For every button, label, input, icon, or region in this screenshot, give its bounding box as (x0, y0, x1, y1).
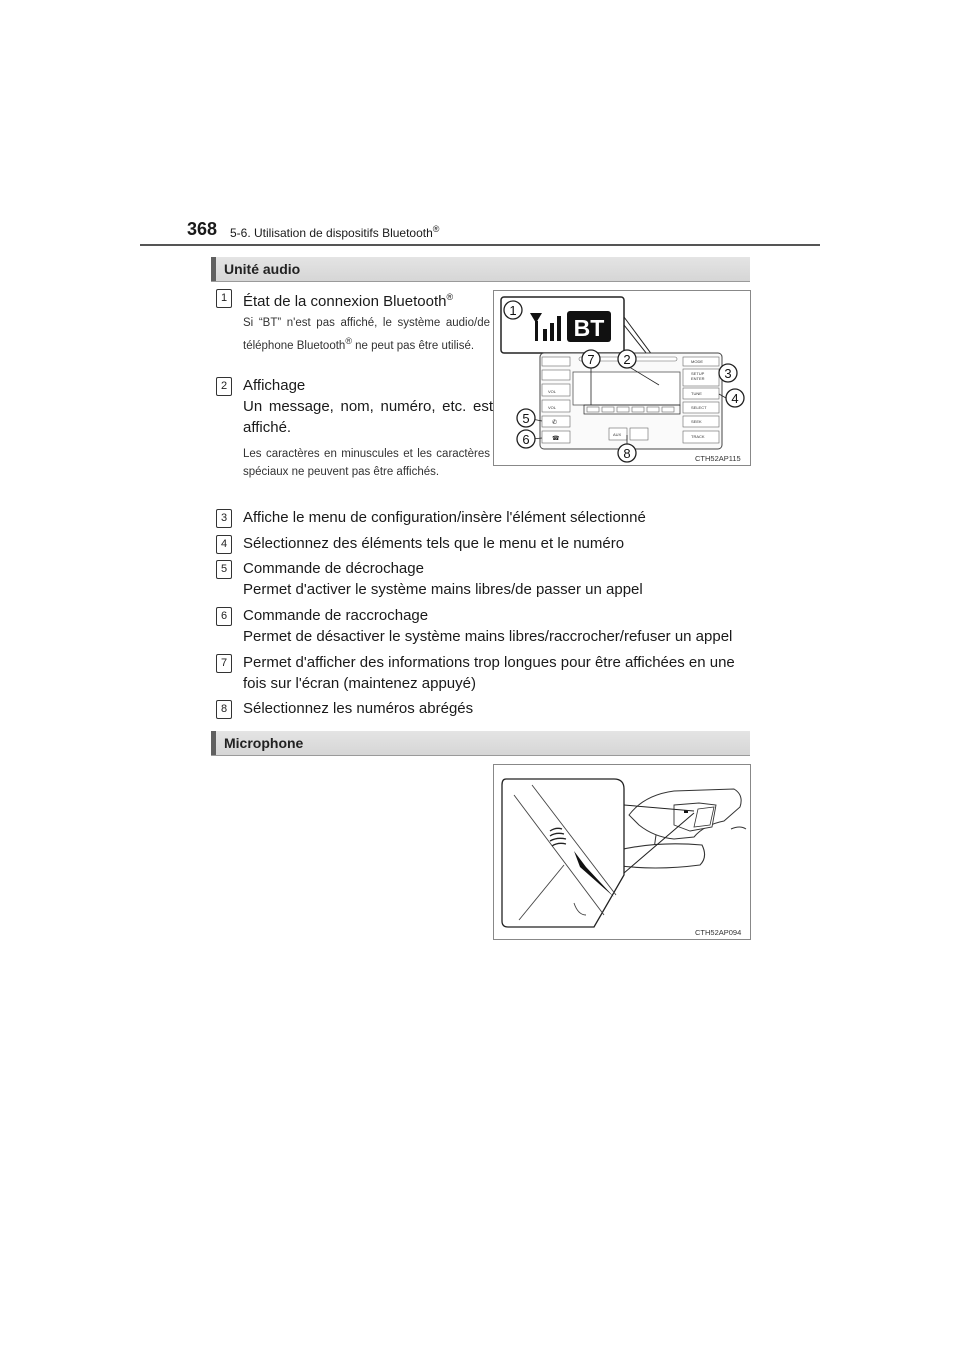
item-number: 1 (216, 289, 232, 308)
svg-text:MODE: MODE (691, 359, 703, 364)
page-number: 368 (187, 219, 218, 239)
item-text: Un message, nom, numéro, etc. est affiché. (243, 398, 493, 436)
item-title: Commande de raccrochage (243, 607, 429, 624)
microphone-illustration (494, 765, 750, 939)
item-number: 4 (216, 535, 232, 554)
figure-code: CTH52AP115 (695, 454, 741, 463)
item-number: 8 (216, 700, 232, 719)
item-note: Les caractères en minuscules et les caractères spéciaux ne peuvent pas être affichés. (243, 448, 490, 478)
svg-text:☎: ☎ (552, 435, 560, 442)
item-number: 3 (216, 509, 232, 528)
audio-unit-illustration (494, 291, 750, 465)
section-heading-microphone: Microphone (211, 731, 750, 756)
svg-text:2: 2 (623, 352, 631, 367)
svg-text:7: 7 (587, 352, 595, 367)
svg-text:SEEK: SEEK (691, 419, 702, 424)
svg-text:ENTER: ENTER (691, 376, 705, 381)
svg-text:4: 4 (731, 391, 739, 406)
section-heading-audio-unit: Unité audio (211, 257, 750, 282)
svg-text:VOL: VOL (548, 389, 557, 394)
item-number: 7 (216, 654, 232, 673)
audio-unit-figure (493, 290, 751, 466)
svg-text:1: 1 (509, 303, 517, 318)
item-title: Affichage (243, 377, 306, 394)
svg-text:3: 3 (724, 366, 732, 381)
svg-text:BT: BT (573, 315, 605, 341)
item-number: 5 (216, 560, 232, 579)
item-note: Si “BT” n'est pas affiché, le système audio/de téléphone Bluetooth® ne peut pas être utilisé. (243, 317, 490, 352)
item-title: Commande de décrochage (243, 560, 424, 577)
microphone-figure (493, 764, 751, 940)
svg-text:SELECT: SELECT (691, 405, 707, 410)
callout-7 (582, 350, 600, 368)
svg-text:AUX: AUX (613, 432, 622, 437)
item-text: Affiche le menu de configuration/insère l'élément sélectionné (243, 509, 646, 526)
phone-hangup-icon (552, 435, 560, 442)
header-rule (140, 244, 820, 246)
item-number: 2 (216, 377, 232, 396)
item-title: État de la connexion Bluetooth® (243, 292, 454, 310)
svg-text:5: 5 (522, 411, 530, 426)
item-text: Permet d'activer le système mains libres/de passer un appel (243, 581, 643, 598)
svg-text:VOL: VOL (548, 405, 557, 410)
item-text: Sélectionnez les numéros abrégés (243, 700, 474, 717)
item-number: 6 (216, 607, 232, 626)
item-text: Permet de désactiver le système mains libres/raccrocher/refuser un appel (243, 628, 733, 645)
callout-3 (719, 364, 737, 382)
svg-text:8: 8 (623, 446, 631, 461)
callout-1 (504, 301, 522, 319)
callout-8 (618, 444, 636, 462)
bt-indicator (567, 311, 611, 342)
breadcrumb: 5-6. Utilisation de dispositifs Bluetooth® (230, 224, 440, 240)
callout-5 (517, 409, 535, 427)
callout-4 (726, 389, 744, 407)
phone-pickup-icon (552, 419, 557, 426)
svg-text:✆: ✆ (552, 419, 558, 426)
callout-6 (517, 430, 535, 448)
figure-code: CTH52AP094 (695, 928, 742, 937)
svg-text:6: 6 (522, 432, 530, 447)
item-text: Sélectionnez des éléments tels que le menu et le numéro (243, 535, 625, 552)
callout-2 (618, 350, 636, 368)
svg-text:TRACK: TRACK (691, 434, 705, 439)
svg-text:TUNE: TUNE (691, 391, 702, 396)
item-text: Permet d'afficher des informations trop longues pour être affichées en une fois sur l'écran (maintenez appuyé) (243, 654, 735, 692)
svg-text:SETUP: SETUP (691, 371, 705, 376)
